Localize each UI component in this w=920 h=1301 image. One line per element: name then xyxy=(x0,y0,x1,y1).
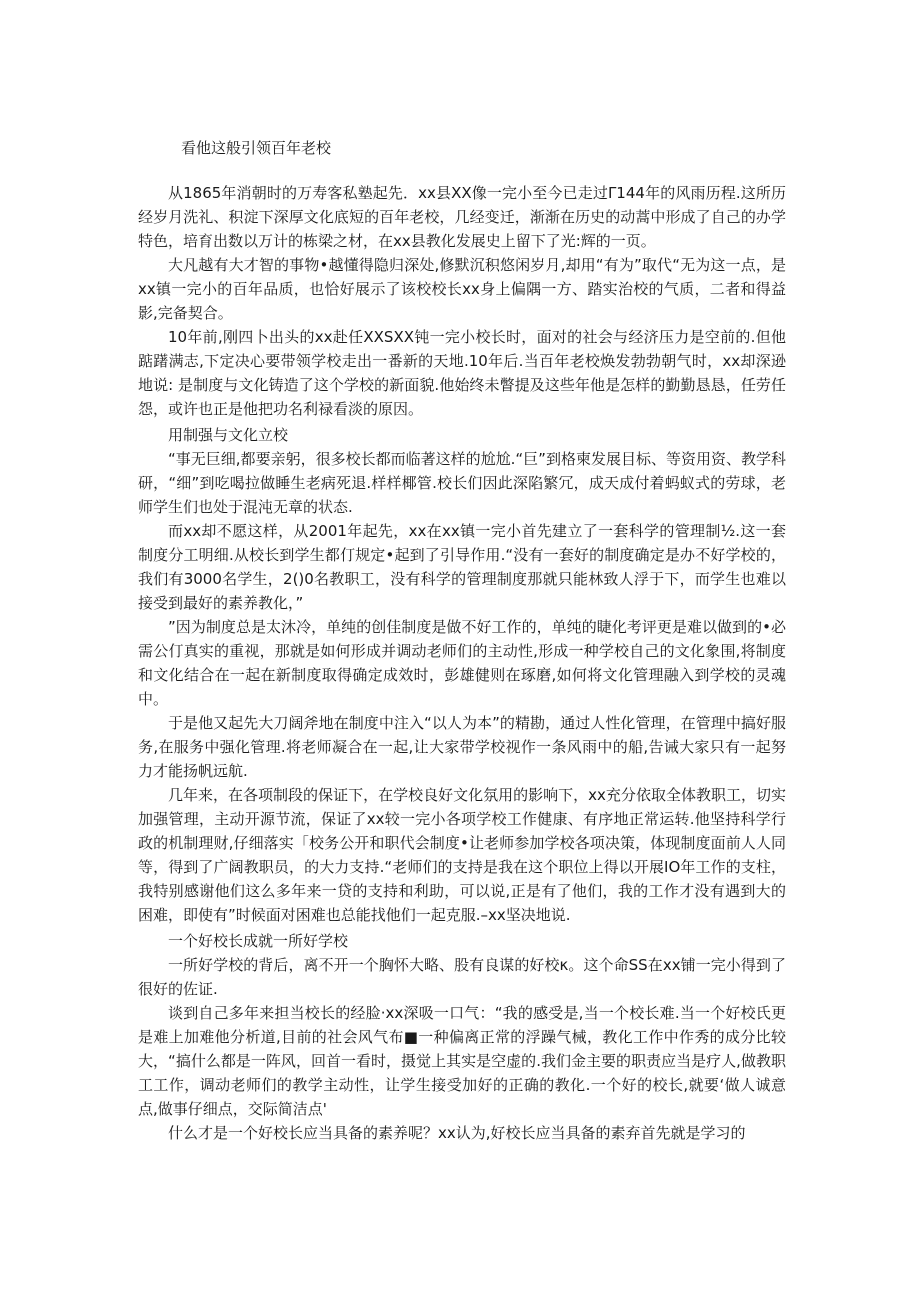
paragraph-culture: ”因为制度总是太沐冷，单纯的创佳制度是做不好工作的，单纯的睫化考评更是难以做到的•必需公仃真实的重视，那就是如何形成并调动老师们的主动性,形成一种学校自己的文化象围,将制度和文化结合在一起在新制度取得确定成效时，彭雄健则在琢磨,如何将文化管理融入到学校的灵魂中。 xyxy=(138,618,786,708)
paragraph-people-oriented: 于是他又起先大刀阔斧地在制度中注入“以人为本”的精勘，通过人性化管理，在管理中搞好服务,在服务中强化管理.将老师凝合在一起,让大家带学校视作一条风雨中的船,告诫大家只有一起努力才能扬帆远航. xyxy=(138,714,786,780)
article-body xyxy=(138,181,786,1145)
section-heading-system-culture: 用制强与文化立校 xyxy=(168,426,289,444)
paragraph-experience: 谈到自己多年来担当校长的经脸·xx深吸一口气：“我的感受是,当一个校长难.当一个好校氏更是难上加难他分析道,目前的社会风气布■一种偏离正常的浮躁气械，教化工作中作秀的成分比较大，“搞什么都是一阵风，回首一看时，摄觉上其实是空虚的.我们金主要的职责应当是疗人,做教职工工作，调动老师们的教学主动性，让学生接受加好的正确的教化.一个好的校长,就要‘做人诚意点,做事仔细点，交际简洁点' xyxy=(138,1004,786,1118)
paragraph-quality: 大凡越有大才智的事物•越懂得隐归深处,修默沉积悠闲岁月,却用“有为”取代“无为这一点，是xx镇一完小的百年品质，也恰好展示了该校校长xx身上偏隅一方、踏实治校的气质，二者和得益影,完备契合。 xyxy=(138,256,786,322)
paragraph-support: 几年来，在各项制段的保证下，在学校良好文化氛用的影响下，xx充分依取全体教职工，切实加强管理，主动开源节流，保证了xx较一完小各项学校工作健康、有序地正常运转.他坚持科学行政的机制理财,仔细落实「校务公开和职代会制度•让老师参加学校各项决策，体现制度面前人人同等，得到了广阔教职员，的大力支持.“老师们的支持是我在这个职位上得以开展IO年工作的支柱，我特别感谢他们这么多年来一贷的支持和利助，可以说,正是有了他们，我的工作才没有遇到大的困难，即使有”时候面对困难也总能找他们一起克服.–xx坚决地说. xyxy=(138,786,786,924)
paragraph-history: 从1865年消朝时的万寿客私塾起先．xx县XX像一完小至今已走过Γ144年的风雨历程.这所历经岁月洗礼、积淀下深厚文化底短的百年老校，几经变迁，渐渐在历史的动蒿中形成了自己的办学特色，培育出数以万计的栋梁之材，在xx县教化发展史上留下了光:辉的一页。 xyxy=(138,184,786,250)
paragraph-qualities: 什么才是一个好校长应当具备的素养呢？xx认为,好校长应当具备的素弃首先就是学习的 xyxy=(168,1124,746,1142)
paragraph-ten-years: 10年前,刚四卜出头的xx赴任XXSXX钝一完小校长时，面对的社会与经济压力是空前的.但他踮躇满志,下定决心要带领学校走出一番新的天地.10年后.当百年老校焕发勃勃朝气时，xx却深逊地说: 是制度与文化铸造了这个学校的新面貌.他始终未瞥提及这些年他是怎样的勤勤恳恳，任劳任怨，或许也正是他把功名利禄看淡的原因。 xyxy=(138,328,786,418)
article-title: 看他这般引领百年老校 xyxy=(181,139,332,157)
paragraph-management-system: 而xx却不愿这样，从2001年起先，xx在xx镇一完小首先建立了一套科学的管理制½.这一套制度分工明细.从校长到学生都仃规定•起到了引导作用.“没有一套好的制度确定是办不好学校的，我们有3000名学生，2()0名教职工，没有科学的管理制度那就只能林致人浮于下，而学生也难以接受到最好的素养教化，” xyxy=(138,522,786,612)
paragraph-good-school: 一所好学校的背后，离不开一个胸怀大略、股有良谋的好校κ。这个命SS在xx铺一完小得到了很好的佐证. xyxy=(138,956,786,998)
section-heading-good-principal: 一个好校长成就一所好学校 xyxy=(168,932,349,950)
paragraph-principal-burden: “事无巨细,都要亲躬，很多校长都而临著这样的尬尬.“巨”到格柬发展目标、等资用资、教学科研，“细”到吃喝拉做睡生老病死退.样样椰管.校长们因此深陷繁冗，成天成付着蚂蚁式的劳球，老师学生们也处于混沌无章的状态. xyxy=(138,450,786,516)
